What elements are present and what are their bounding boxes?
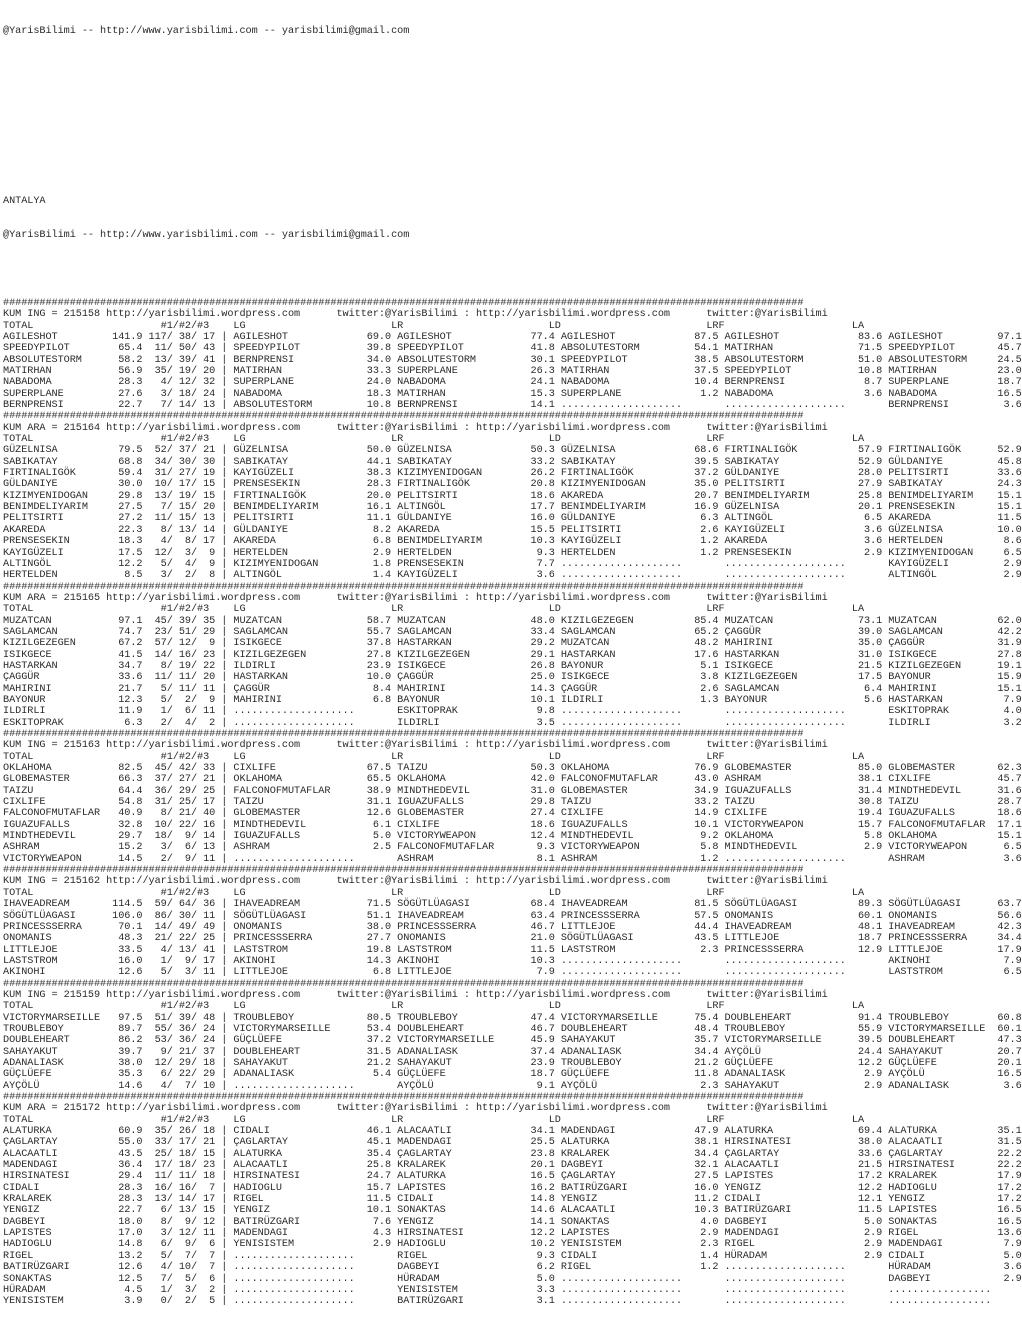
table-row: GÜZELNISA 79.5 52/ 37/ 21 | GÜZELNISA 50.0 GÜZELNISA 50.3 GÜZELNISA 68.6 FIRTINALIGÖK 57.9 FIRTINALIGÖK 52.9 — [3, 445, 1022, 457]
section-separator: #################################################################################################################################### — [3, 729, 804, 740]
table-row: DOUBLEHEART 86.2 53/ 36/ 24 | GÜÇLÜEFE 37.2 VICTORYMARSEILLE 45.9 SAHAYAKUT 35.7 VICTORYMARSEILLE 39.5 DOUBLEHEART 47.3 — [3, 1035, 1022, 1047]
blank-line — [3, 128, 810, 139]
table-row: LASTSTROM 16.0 1/ 9/ 17 | AKINOHI 14.3 AKINOHI 10.3 .................... .................... AKINOHI 7.9 — [3, 955, 1022, 967]
blank-line — [3, 162, 810, 173]
table-row: BERNPRENSI 22.7 7/ 14/ 13 | ABSOLUTESTORM 10.8 BERNPRENSI 14.1 .................... .................... BERNPRENSI 3.6 — [3, 400, 1022, 412]
table-row: HIRSINATESI 29.4 11/ 11/ 18 | HIRSINATESI 24.7 ALATURKA 16.5 ÇAGLARTAY 27.5 LAPISTES 17.2 KRALAREK 17.9 — [3, 1171, 1022, 1183]
table-row: ILDIRLI 11.9 1/ 6/ 11 | .................... ESKITOPRAK 9.8 .................... .................... ESKITOPRAK 4.0 — [3, 706, 1022, 718]
table-row: ALATURKA 60.9 35/ 26/ 18 | CIDALI 46.1 ALACAATLI 34.1 MADENDAGI 47.9 ALATURKA 69.4 ALATURKA 35.1 — [3, 1126, 1022, 1138]
table-row: CIDALI 28.3 16/ 16/ 7 | HADIOGLU 15.7 LAPISTES 16.2 BATIRÜZGARI 16.0 YENGIZ 12.2 HADIOGLU 17.2 — [3, 1182, 1022, 1194]
table-row: DAGBEYI 18.0 8/ 9/ 12 | BATIRÜZGARI 7.6 YENGIZ 14.1 SONAKTAS 4.0 DAGBEYI 5.0 SONAKTAS 16.5 — [3, 1216, 1022, 1228]
site-info-line-2: @YarisBilimi -- http://www.yarisbilimi.com -- yarisbilimi@gmail.com — [3, 229, 410, 241]
table-row: ALACAATLI 43.5 25/ 18/ 15 | ALATURKA 35.4 ÇAGLARTAY 23.8 KRALAREK 34.4 ÇAGLARTAY 33.6 ÇAGLARTAY 22.2 — [3, 1148, 1022, 1160]
table-row: BATIRÜZGARI 12.6 4/ 10/ 7 | .................... DAGBEYI 6.2 RIGEL 1.2 .................... HÜRADAM 3.6 — [3, 1262, 1022, 1274]
table-row: SABIKATAY 68.8 34/ 30/ 30 | SABIKATAY 44.1 SABIKATAY 33.2 SABIKATAY 39.5 SABIKATAY 52.9 GÜLDANIYE 45.8 — [3, 456, 1022, 468]
race-sections — [3, 297, 1022, 1308]
table-row: IHAVEADREAM 114.5 59/ 64/ 36 | IHAVEADREAM 71.5 SÖGÜTLÜAGASI 68.4 IHAVEADREAM 81.5 SÖGÜTLÜAGASI 89.3 SÖGÜTLÜAGASI 63.7 — [3, 899, 1022, 911]
table-row: ASHRAM 15.2 3/ 6/ 13 | ASHRAM 2.5 FALCONOFMUTAFLAR 9.3 VICTORYWEAPON 5.8 MINDTHEDEVIL 2.9 VICTORYWEAPON 6.5 — [3, 842, 1022, 854]
column-headers: TOTAL #1/#2/#3 LG LR LD LRF LA — [3, 1001, 865, 1013]
column-headers: TOTAL #1/#2/#3 LG LR LD LRF LA — [3, 751, 865, 763]
race-header: KUM ARA = 215172 http://yarisbilimi.wordpress.com twitter:@YarisBilimi : http://yarisbilimi.wordpress.com twitter:@YarisBilimi — [3, 1103, 828, 1115]
column-headers: TOTAL #1/#2/#3 LG LR LD LRF LA — [3, 887, 865, 899]
table-row: ONOMANIS 48.3 21/ 22/ 25 | PRINCESSSERRA 27.7 ONOMANIS 21.0 SÖGÜTLÜAGASI 43.5 LITTLEJOE 18.7 PRINCESSSERRA 34.4 — [3, 933, 1022, 945]
section-separator: #################################################################################################################################### — [3, 1092, 804, 1103]
table-row: AGILESHOT 141.9 117/ 38/ 17 | AGILESHOT 69.0 AGILESHOT 77.4 AGILESHOT 87.5 AGILESHOT 83.6 AGILESHOT 97.1 — [3, 331, 1022, 343]
section-separator: #################################################################################################################################### — [3, 865, 804, 877]
table-row: AYÇÖLÜ 14.6 4/ 7/ 10 | .................... AYÇÖLÜ 9.1 AYÇÖLÜ 2.3 SAHAYAKUT 2.9 ADANALIASK 3.6 — [3, 1080, 1022, 1092]
section-separator: #################################################################################################################################### — [3, 411, 804, 423]
table-row: TAIZU 64.4 36/ 29/ 25 | FALCONOFMUTAFLAR 38.9 MINDTHEDEVIL 31.0 GLOBEMASTER 34.9 IGUAZUFALLS 31.4 MINDTHEDEVIL 31.6 — [3, 785, 1022, 797]
table-row: IGUAZUFALLS 32.8 10/ 22/ 16 | MINDTHEDEVIL 6.1 CIXLIFE 18.6 IGUAZUFALLS 10.1 VICTORYWEAPON 15.7 FALCONOFMUTAFLAR 17.1 — [3, 819, 1022, 831]
table-row: TROUBLEBOY 89.7 55/ 36/ 24 | VICTORYMARSEILLE 53.4 DOUBLEHEART 46.7 DOUBLEHEART 48.4 TROUBLEBOY 55.9 VICTORYMARSEILLE 60.1 — [3, 1023, 1022, 1035]
table-row: HASTARKAN 34.7 8/ 19/ 22 | ILDIRLI 23.9 ISIKGECE 26.8 BAYONUR 5.1 ISIKGECE 21.5 KIZILGEZEGEN 19.1 — [3, 660, 1022, 672]
table-row: MATIRHAN 56.9 35/ 19/ 20 | MATIRHAN 33.3 SUPERPLANE 26.3 MATIRHAN 37.5 SPEEDYPILOT 10.8 MATIRHAN 23.0 — [3, 366, 1022, 377]
table-row: GÜLDANIYE 30.0 10/ 17/ 15 | PRENSESEKIN 28.3 FIRTINALIGÖK 20.8 KIZIMYENIDOGAN 35.0 PELITSIRTI 27.9 SABIKATAY 24.3 — [3, 479, 1022, 491]
table-row: SAGLAMCAN 74.7 23/ 51/ 29 | SAGLAMCAN 55.7 SAGLAMCAN 33.4 SAGLAMCAN 65.2 ÇAGGÜR 39.0 SAGLAMCAN 42.2 — [3, 626, 1022, 638]
table-row: CIXLIFE 54.8 31/ 25/ 17 | TAIZU 31.1 IGUAZUFALLS 29.8 TAIZU 33.2 TAIZU 30.8 TAIZU 28.7 — [3, 797, 1022, 809]
table-row: SAHAYAKUT 39.7 9/ 21/ 37 | DOUBLEHEART 31.5 ADANALIASK 37.4 ADANALIASK 34.4 AYÇÖLÜ 24.4 SAHAYAKUT 20.7 — [3, 1046, 1022, 1058]
column-headers: TOTAL #1/#2/#3 LG LR LD LRF LA — [3, 434, 865, 446]
table-row: GLOBEMASTER 66.3 37/ 27/ 21 | OKLAHOMA 65.5 OKLAHOMA 42.0 FALCONOFMUTAFLAR 43.0 ASHRAM 38.1 CIXLIFE 45.7 — [3, 774, 1022, 786]
table-row: HADIOGLU 14.8 6/ 9/ 6 | YENISISTEM 2.9 HADIOGLU 10.2 YENISISTEM 2.3 RIGEL 2.9 MADENDAGI 7.9 — [3, 1239, 1022, 1251]
table-row: FALCONOFMUTAFLAR 40.9 8/ 21/ 40 | GLOBEMASTER 12.6 GLOBEMASTER 27.4 CIXLIFE 14.9 CIXLIFE 19.4 IGUAZUFALLS 18.6 — [3, 808, 1022, 820]
table-row: HERTELDEN 8.5 3/ 2/ 8 | ALTINGÖL 1.4 KAYIGÜZELI 3.6 .................... .................... ALTINGÖL 2.9 — [3, 570, 1022, 582]
race-header: KUM ARA = 215165 http://yarisbilimi.wordpress.com twitter:@YarisBilimi : http://yarisbilimi.wordpress.com twitter:@YarisBilimi — [3, 592, 828, 604]
site-info-line: @YarisBilimi -- http://www.yarisbilimi.com -- yarisbilimi@gmail.com — [3, 25, 410, 37]
table-row: YENGIZ 22.7 6/ 13/ 15 | YENGIZ 10.1 SONAKTAS 14.6 ALACAATLI 10.3 BATIRÜZGARI 11.5 LAPISTES 16.5 — [3, 1205, 1022, 1217]
table-row: SPEEDYPILOT 65.4 11/ 50/ 43 | SPEEDYPILOT 39.8 SPEEDYPILOT 41.8 ABSOLUTESTORM 54.1 MATIRHAN 71.5 SPEEDYPILOT 45.7 — [3, 343, 1022, 355]
race-header: KUM ING = 215163 http://yarisbilimi.wordpress.com twitter:@YarisBilimi : http://yarisbilimi.wordpress.com twitter:@YarisBilimi — [3, 740, 828, 752]
table-row: BENIMDELIYARIM 27.5 7/ 15/ 20 | BENIMDELIYARIM 16.1 ALTINGÖL 17.7 BENIMDELIYARIM 16.9 GÜZELNISA 20.1 PRENSESEKIN 15.1 — [3, 502, 1022, 514]
section-separator: #################################################################################################################################### — [3, 581, 804, 593]
section-separator: #################################################################################################################################### — [3, 297, 804, 309]
table-row: LAPISTES 17.0 3/ 12/ 11 | MADENDAGI 4.3 HIRSINATESI 12.2 LAPISTES 2.9 MADENDAGI 2.9 RIGEL 13.6 — [3, 1228, 1022, 1240]
column-headers: TOTAL #1/#2/#3 LG LR LD LRF LA — [3, 320, 865, 332]
city-title: ANTALYA — [3, 195, 46, 207]
table-row: ADANALIASK 38.0 12/ 29/ 18 | SAHAYAKUT 21.2 SAHAYAKUT 23.9 TROUBLEBOY 21.2 GÜÇLÜEFE 12.2 GÜÇLÜEFE 20.1 — [3, 1057, 1022, 1069]
table-row: AKAREDA 22.3 8/ 13/ 14 | GÜLDANIYE 8.2 AKAREDA 15.5 PELITSIRTI 2.6 KAYIGÜZELI 3.6 GÜZELNISA 10.0 — [3, 524, 1022, 536]
table-row: ISIKGECE 41.5 14/ 16/ 23 | KIZILGEZEGEN 27.8 KIZILGEZEGEN 29.1 HASTARKAN 17.6 HASTARKAN 31.0 ISIKGECE 27.8 — [3, 649, 1022, 661]
table-row: LITTLEJOE 33.5 4/ 13/ 41 | LASTSTROM 19.8 LASTSTROM 11.5 LASTSTROM 2.3 PRINCESSSERRA 12.9 LITTLEJOE 17.9 — [3, 944, 1022, 956]
column-headers: TOTAL #1/#2/#3 LG LR LD LRF LA — [3, 604, 865, 616]
table-row: HÜRADAM 4.5 1/ 3/ 2 | .................... YENISISTEM 3.3 .................... .................... ................. — [3, 1284, 1022, 1296]
table-row: PRINCESSSERRA 70.1 14/ 49/ 49 | ONOMANIS 38.0 PRINCESSSERRA 46.7 LITTLEJOE 44.4 IHAVEADREAM 48.1 IHAVEADREAM 42.3 — [3, 921, 1022, 933]
race-header: KUM ARA = 215164 http://yarisbilimi.wordpress.com twitter:@YarisBilimi : http://yarisbilimi.wordpress.com twitter:@YarisBilimi — [3, 422, 828, 434]
race-header: KUM ING = 215162 http://yarisbilimi.wordpress.com twitter:@YarisBilimi : http://yarisbilimi.wordpress.com twitter:@YarisBilimi — [3, 876, 828, 888]
table-row: SUPERPLANE 27.6 3/ 18/ 24 | NABADOMA 18.3 MATIRHAN 15.3 SUPERPLANE 1.2 NABADOMA 3.6 NABADOMA 16.5 — [3, 388, 1022, 400]
table-row: MAHIRINI 21.7 5/ 11/ 11 | ÇAGGÜR 8.4 MAHIRINI 14.3 ÇAGGÜR 2.6 SAGLAMCAN 6.4 MAHIRINI 15.1 — [3, 683, 1022, 695]
race-header: KUM ING = 215159 http://yarisbilimi.wordpress.com twitter:@YarisBilimi : http://yarisbilimi.wordpress.com twitter:@YarisBilimi — [3, 989, 828, 1001]
table-row: ÇAGGÜR 33.6 11/ 11/ 20 | HASTARKAN 10.0 ÇAGGÜR 25.0 ISIKGECE 3.8 KIZILGEZEGEN 17.5 BAYONUR 15.9 — [3, 672, 1022, 684]
table-row: PRENSESEKIN 18.3 4/ 8/ 17 | AKAREDA 6.8 BENIMDELIYARIM 10.3 KAYIGÜZELI 1.2 AKAREDA 3.6 HERTELDEN 8.6 — [3, 536, 1022, 548]
table-row: BAYONUR 12.3 5/ 2/ 9 | MAHIRINI 6.8 BAYONUR 10.1 ILDIRLI 1.3 BAYONUR 5.6 HASTARKAN 7.9 — [3, 694, 1022, 706]
table-row: MUZATCAN 97.1 45/ 39/ 35 | MUZATCAN 58.7 MUZATCAN 48.0 KIZILGEZEGEN 85.4 MUZATCAN 73.1 MUZATCAN 62.0 — [3, 615, 1022, 627]
section-separator: #################################################################################################################################### — [3, 978, 804, 990]
table-row: OKLAHOMA 82.5 45/ 42/ 33 | CIXLIFE 67.5 TAIZU 50.3 OKLAHOMA 76.9 GLOBEMASTER 85.0 GLOBEMASTER 62.3 — [3, 763, 1022, 775]
race-header: KUM ING = 215158 http://yarisbilimi.wordpress.com twitter:@YarisBilimi : http://yarisbilimi.wordpress.com twitter:@YarisBilimi — [3, 309, 828, 321]
table-row: AKINOHI 12.6 5/ 3/ 11 | LITTLEJOE 6.8 LITTLEJOE 7.9 .................... .................... LASTSTROM 6.5 — [3, 967, 1022, 979]
table-row: ABSOLUTESTORM 58.2 13/ 39/ 41 | BERNPRENSI 34.0 ABSOLUTESTORM 30.1 SPEEDYPILOT 38.5 ABSOLUTESTORM 51.0 ABSOLUTESTORM 24.5 — [3, 354, 1022, 366]
table-row: RIGEL 13.2 5/ 7/ 7 | .................... RIGEL 9.3 CIDALI 1.4 HÜRADAM 2.9 CIDALI 5.0 — [3, 1250, 1022, 1262]
table-row: SÖGÜTLÜAGASI 106.0 86/ 30/ 11 | SÖGÜTLÜAGASI 51.1 IHAVEADREAM 63.4 PRINCESSSERRA 57.5 ONOMANIS 60.1 ONOMANIS 56.6 — [3, 910, 1022, 922]
blank-line — [3, 94, 810, 105]
table-row: ÇAGLARTAY 55.0 33/ 17/ 21 | ÇAGLARTAY 45.1 MADENDAGI 25.5 ALATURKA 38.1 HIRSINATESI 38.0 ALACAATLI 31.5 — [3, 1137, 1022, 1149]
blank-line — [3, 60, 810, 71]
table-row: YENISISTEM 3.9 0/ 2/ 5 | .................... BATIRÜZGARI 3.1 .................... .................... ................. — [3, 1296, 1022, 1308]
table-row: KIZIMYENIDOGAN 29.8 13/ 19/ 15 | FIRTINALIGÖK 20.0 PELITSIRTI 18.6 AKAREDA 20.7 BENIMDELIYARIM 25.8 BENIMDELIYARIM 15.1 — [3, 490, 1022, 502]
table-row: KRALAREK 28.3 13/ 14/ 17 | RIGEL 11.5 CIDALI 14.8 YENGIZ 11.2 CIDALI 12.1 YENGIZ 17.2 — [3, 1194, 1022, 1206]
table-row: NABADOMA 28.3 4/ 12/ 32 | SUPERPLANE 24.0 NABADOMA 24.1 NABADOMA 10.4 BERNPRENSI 8.7 SUPERPLANE 18.7 — [3, 377, 1022, 389]
column-headers: TOTAL #1/#2/#3 LG LR LD LRF LA — [3, 1114, 865, 1126]
table-row: MADENDAGI 36.4 17/ 18/ 23 | ALACAATLI 25.8 KRALAREK 20.1 DAGBEYI 32.1 ALACAATLI 21.5 HIRSINATESI 22.2 — [3, 1160, 1022, 1172]
table-row: KIZILGEZEGEN 67.2 57/ 12/ 9 | ISIKGECE 37.8 HASTARKAN 29.2 MUZATCAN 48.2 MAHIRINI 35.0 ÇAGGÜR 31.9 — [3, 638, 1022, 650]
table-row: SONAKTAS 12.5 7/ 5/ 6 | .................... HÜRADAM 5.0 .................... .................... DAGBEYI 2.9 — [3, 1273, 1022, 1285]
table-row: VICTORYWEAPON 14.5 2/ 9/ 11 | .................... ASHRAM 8.1 ASHRAM 1.2 .................... ASHRAM 3.6 — [3, 853, 1022, 865]
table-row: KAYIGÜZELI 17.5 12/ 3/ 9 | HERTELDEN 2.9 HERTELDEN 9.3 HERTELDEN 1.2 PRENSESEKIN 2.9 KIZIMYENIDOGAN 6.5 — [3, 547, 1022, 559]
table-row: MINDTHEDEVIL 29.7 18/ 9/ 14 | IGUAZUFALLS 5.0 VICTORYWEAPON 12.4 MINDTHEDEVIL 9.2 OKLAHOMA 5.8 OKLAHOMA 15.1 — [3, 831, 1022, 843]
table-row: VICTORYMARSEILLE 97.5 51/ 39/ 48 | TROUBLEBOY 80.5 TROUBLEBOY 47.4 VICTORYMARSEILLE 75.4 DOUBLEHEART 91.4 TROUBLEBOY 60.8 — [3, 1012, 1022, 1024]
table-row: ALTINGÖL 12.2 5/ 4/ 9 | KIZIMYENIDOGAN 1.8 PRENSESEKIN 7.7 .................... .................... KAYIGÜZELI 2.9 — [3, 558, 1022, 570]
table-row: ESKITOPRAK 6.3 2/ 4/ 2 | .................... ILDIRLI 3.5 .................... .................... ILDIRLI 3.2 — [3, 717, 1022, 729]
table-row: FIRTINALIGÖK 59.4 31/ 27/ 19 | KAYIGÜZELI 38.3 KIZIMYENIDOGAN 26.2 FIRTINALIGÖK 37.2 GÜLDANIYE 28.0 PELITSIRTI 33.6 — [3, 468, 1022, 480]
table-row: PELITSIRTI 27.2 11/ 15/ 13 | PELITSIRTI 11.1 GÜLDANIYE 16.0 GÜLDANIYE 6.3 ALTINGÖL 6.5 AKAREDA 11.5 — [3, 513, 1022, 525]
blank-line — [3, 264, 810, 275]
table-row: GÜÇLÜEFE 35.3 6/ 22/ 29 | ADANALIASK 5.4 GÜÇLÜEFE 18.7 GÜÇLÜEFE 11.8 ADANALIASK 2.9 AYÇÖLÜ 16.5 — [3, 1069, 1022, 1081]
